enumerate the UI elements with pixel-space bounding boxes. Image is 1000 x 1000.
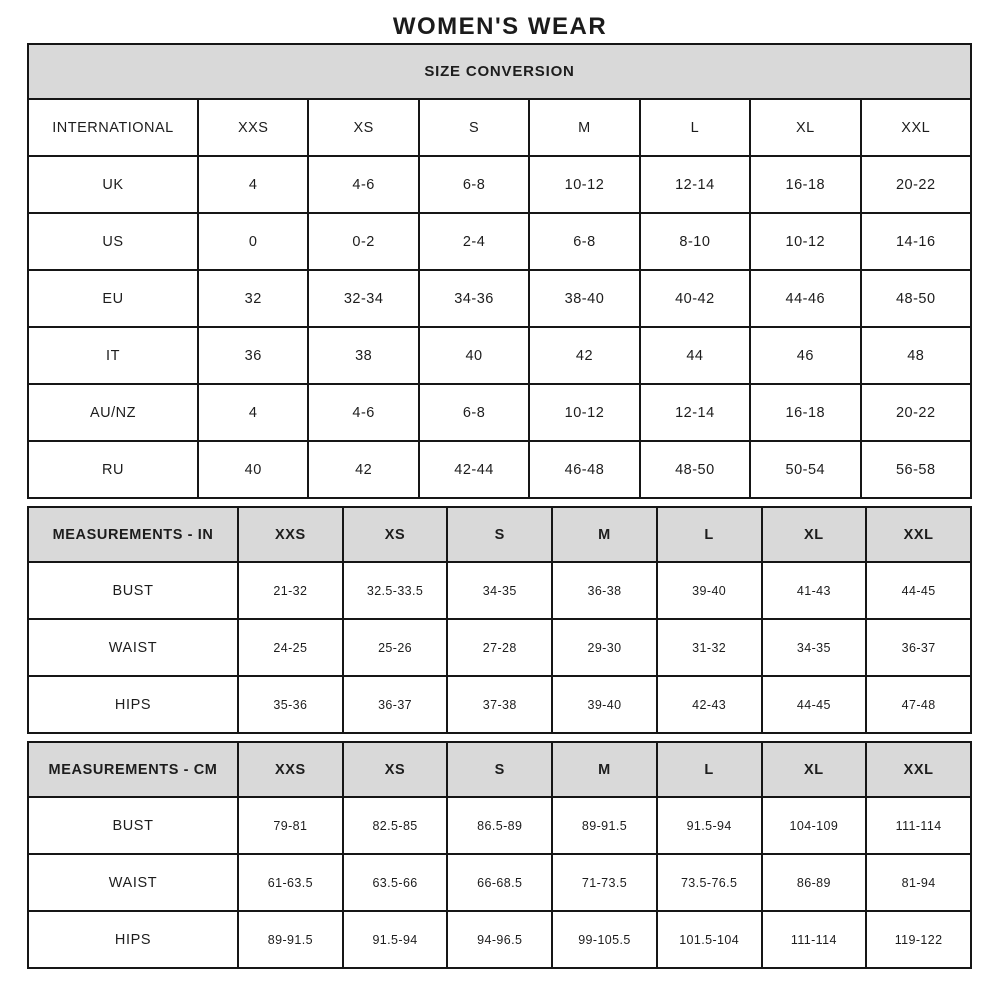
size-column-header: XS [308,99,418,156]
measurement-value-cell: 35-36 [238,676,343,733]
region-label: IT [28,327,198,384]
measurement-value-cell: 31-32 [657,619,762,676]
size-column-header: XXS [198,99,308,156]
table-row [28,99,971,156]
size-value-cell: 12-14 [640,384,750,441]
measurement-value-cell: 37-38 [447,676,552,733]
measurement-value-cell: 24-25 [238,619,343,676]
measurement-value-cell: 81-94 [866,854,971,911]
measurement-value-cell: 44-45 [866,562,971,619]
table-row [28,742,971,797]
measurement-value-cell: 73.5-76.5 [657,854,762,911]
size-value-cell: 8-10 [640,213,750,270]
measurement-value-cell: 36-38 [552,562,657,619]
size-value-cell: 38-40 [529,270,639,327]
size-value-cell: 50-54 [750,441,860,498]
size-column-header: S [447,742,552,797]
measurement-value-cell: 82.5-85 [343,797,448,854]
measurement-label: BUST [28,562,238,619]
page-title: WOMEN'S WEAR [392,13,608,40]
size-value-cell: 10-12 [529,156,639,213]
measurements-cm-table [27,741,972,969]
measurements-in-table [27,506,972,734]
size-value-cell: 42 [308,441,418,498]
size-column-header: XXS [238,507,343,562]
size-value-cell: 48-50 [861,270,971,327]
measurement-value-cell: 86.5-89 [447,797,552,854]
table-row [28,854,971,911]
size-column-header: L [640,99,750,156]
size-value-cell: 32-34 [308,270,418,327]
size-value-cell: 38 [308,327,418,384]
size-conversion-banner: SIZE CONVERSION [28,44,971,99]
measurement-value-cell: 34-35 [762,619,867,676]
size-column-header: XL [750,99,860,156]
region-label: US [28,213,198,270]
size-value-cell: 40 [198,441,308,498]
measurement-value-cell: 36-37 [343,676,448,733]
size-value-cell: 4-6 [308,384,418,441]
size-value-cell: 6-8 [529,213,639,270]
measurement-value-cell: 89-91.5 [552,797,657,854]
size-column-header: M [529,99,639,156]
measurement-value-cell: 61-63.5 [238,854,343,911]
measurement-value-cell: 111-114 [866,797,971,854]
size-column-header: S [419,99,529,156]
measurement-value-cell: 39-40 [657,562,762,619]
table-row [28,562,971,619]
size-value-cell: 4-6 [308,156,418,213]
table-row [28,676,971,733]
measurement-value-cell: 71-73.5 [552,854,657,911]
table-row [28,213,971,270]
region-label: RU [28,441,198,498]
measurement-value-cell: 29-30 [552,619,657,676]
size-value-cell: 6-8 [419,156,529,213]
size-value-cell: 0 [198,213,308,270]
measurement-value-cell: 63.5-66 [343,854,448,911]
size-value-cell: 16-18 [750,156,860,213]
size-value-cell: 6-8 [419,384,529,441]
size-value-cell: 10-12 [529,384,639,441]
size-column-header: M [552,742,657,797]
measurement-value-cell: 44-45 [762,676,867,733]
size-value-cell: 46-48 [529,441,639,498]
size-value-cell: 46 [750,327,860,384]
size-column-header: XL [762,742,867,797]
size-value-cell: 20-22 [861,384,971,441]
measurement-value-cell: 32.5-33.5 [343,562,448,619]
measurement-value-cell: 94-96.5 [447,911,552,968]
measurement-value-cell: 86-89 [762,854,867,911]
size-value-cell: 40-42 [640,270,750,327]
measurement-value-cell: 41-43 [762,562,867,619]
size-value-cell: 2-4 [419,213,529,270]
size-value-cell: 10-12 [750,213,860,270]
size-column-header: M [552,507,657,562]
measurement-label: WAIST [28,619,238,676]
size-value-cell: 44 [640,327,750,384]
measurement-label: WAIST [28,854,238,911]
measurement-value-cell: 21-32 [238,562,343,619]
measurement-value-cell: 101.5-104 [657,911,762,968]
measurement-value-cell: 66-68.5 [447,854,552,911]
size-value-cell: 4 [198,156,308,213]
size-value-cell: 44-46 [750,270,860,327]
measurement-value-cell: 34-35 [447,562,552,619]
table-row [28,507,971,562]
size-column-header: XXS [238,742,343,797]
measurement-value-cell: 39-40 [552,676,657,733]
size-value-cell: 42 [529,327,639,384]
table-row [28,44,971,99]
size-value-cell: 0-2 [308,213,418,270]
region-label: UK [28,156,198,213]
size-column-header: XS [343,742,448,797]
size-value-cell: 42-44 [419,441,529,498]
measurement-value-cell: 119-122 [866,911,971,968]
measurement-value-cell: 27-28 [447,619,552,676]
measurement-value-cell: 104-109 [762,797,867,854]
measurement-value-cell: 47-48 [866,676,971,733]
measurements-header-cell: MEASUREMENTS - CM [28,742,238,797]
measurement-value-cell: 42-43 [657,676,762,733]
size-value-cell: 48 [861,327,971,384]
measurement-label: HIPS [28,911,238,968]
size-value-cell: 40 [419,327,529,384]
size-value-cell: 16-18 [750,384,860,441]
table-row [28,441,971,498]
size-value-cell: 48-50 [640,441,750,498]
table-row [28,327,971,384]
size-column-header: L [657,507,762,562]
size-value-cell: 4 [198,384,308,441]
table-row [28,911,971,968]
table-row [28,797,971,854]
size-value-cell: 14-16 [861,213,971,270]
measurements-header-cell: MEASUREMENTS - IN [28,507,238,562]
measurement-value-cell: 111-114 [762,911,867,968]
measurement-value-cell: 79-81 [238,797,343,854]
size-value-cell: 34-36 [419,270,529,327]
measurement-value-cell: 89-91.5 [238,911,343,968]
size-column-header: XXL [866,742,971,797]
size-column-header: L [657,742,762,797]
measurement-value-cell: 91.5-94 [657,797,762,854]
size-value-cell: 12-14 [640,156,750,213]
size-column-header: XS [343,507,448,562]
table-row [28,619,971,676]
region-label: AU/NZ [28,384,198,441]
measurement-value-cell: 36-37 [866,619,971,676]
size-column-header: XXL [861,99,971,156]
table-row [28,384,971,441]
size-value-cell: 36 [198,327,308,384]
measurement-value-cell: 25-26 [343,619,448,676]
size-conversion-table [27,43,972,499]
size-value-cell: 56-58 [861,441,971,498]
measurement-value-cell: 91.5-94 [343,911,448,968]
region-label: EU [28,270,198,327]
table-row [28,270,971,327]
measurement-label: BUST [28,797,238,854]
measurement-value-cell: 99-105.5 [552,911,657,968]
international-header-cell: INTERNATIONAL [28,99,198,156]
size-column-header: S [447,507,552,562]
measurement-label: HIPS [28,676,238,733]
size-column-header: XL [762,507,867,562]
size-column-header: XXL [866,507,971,562]
table-row [28,156,971,213]
size-value-cell: 32 [198,270,308,327]
size-value-cell: 20-22 [861,156,971,213]
